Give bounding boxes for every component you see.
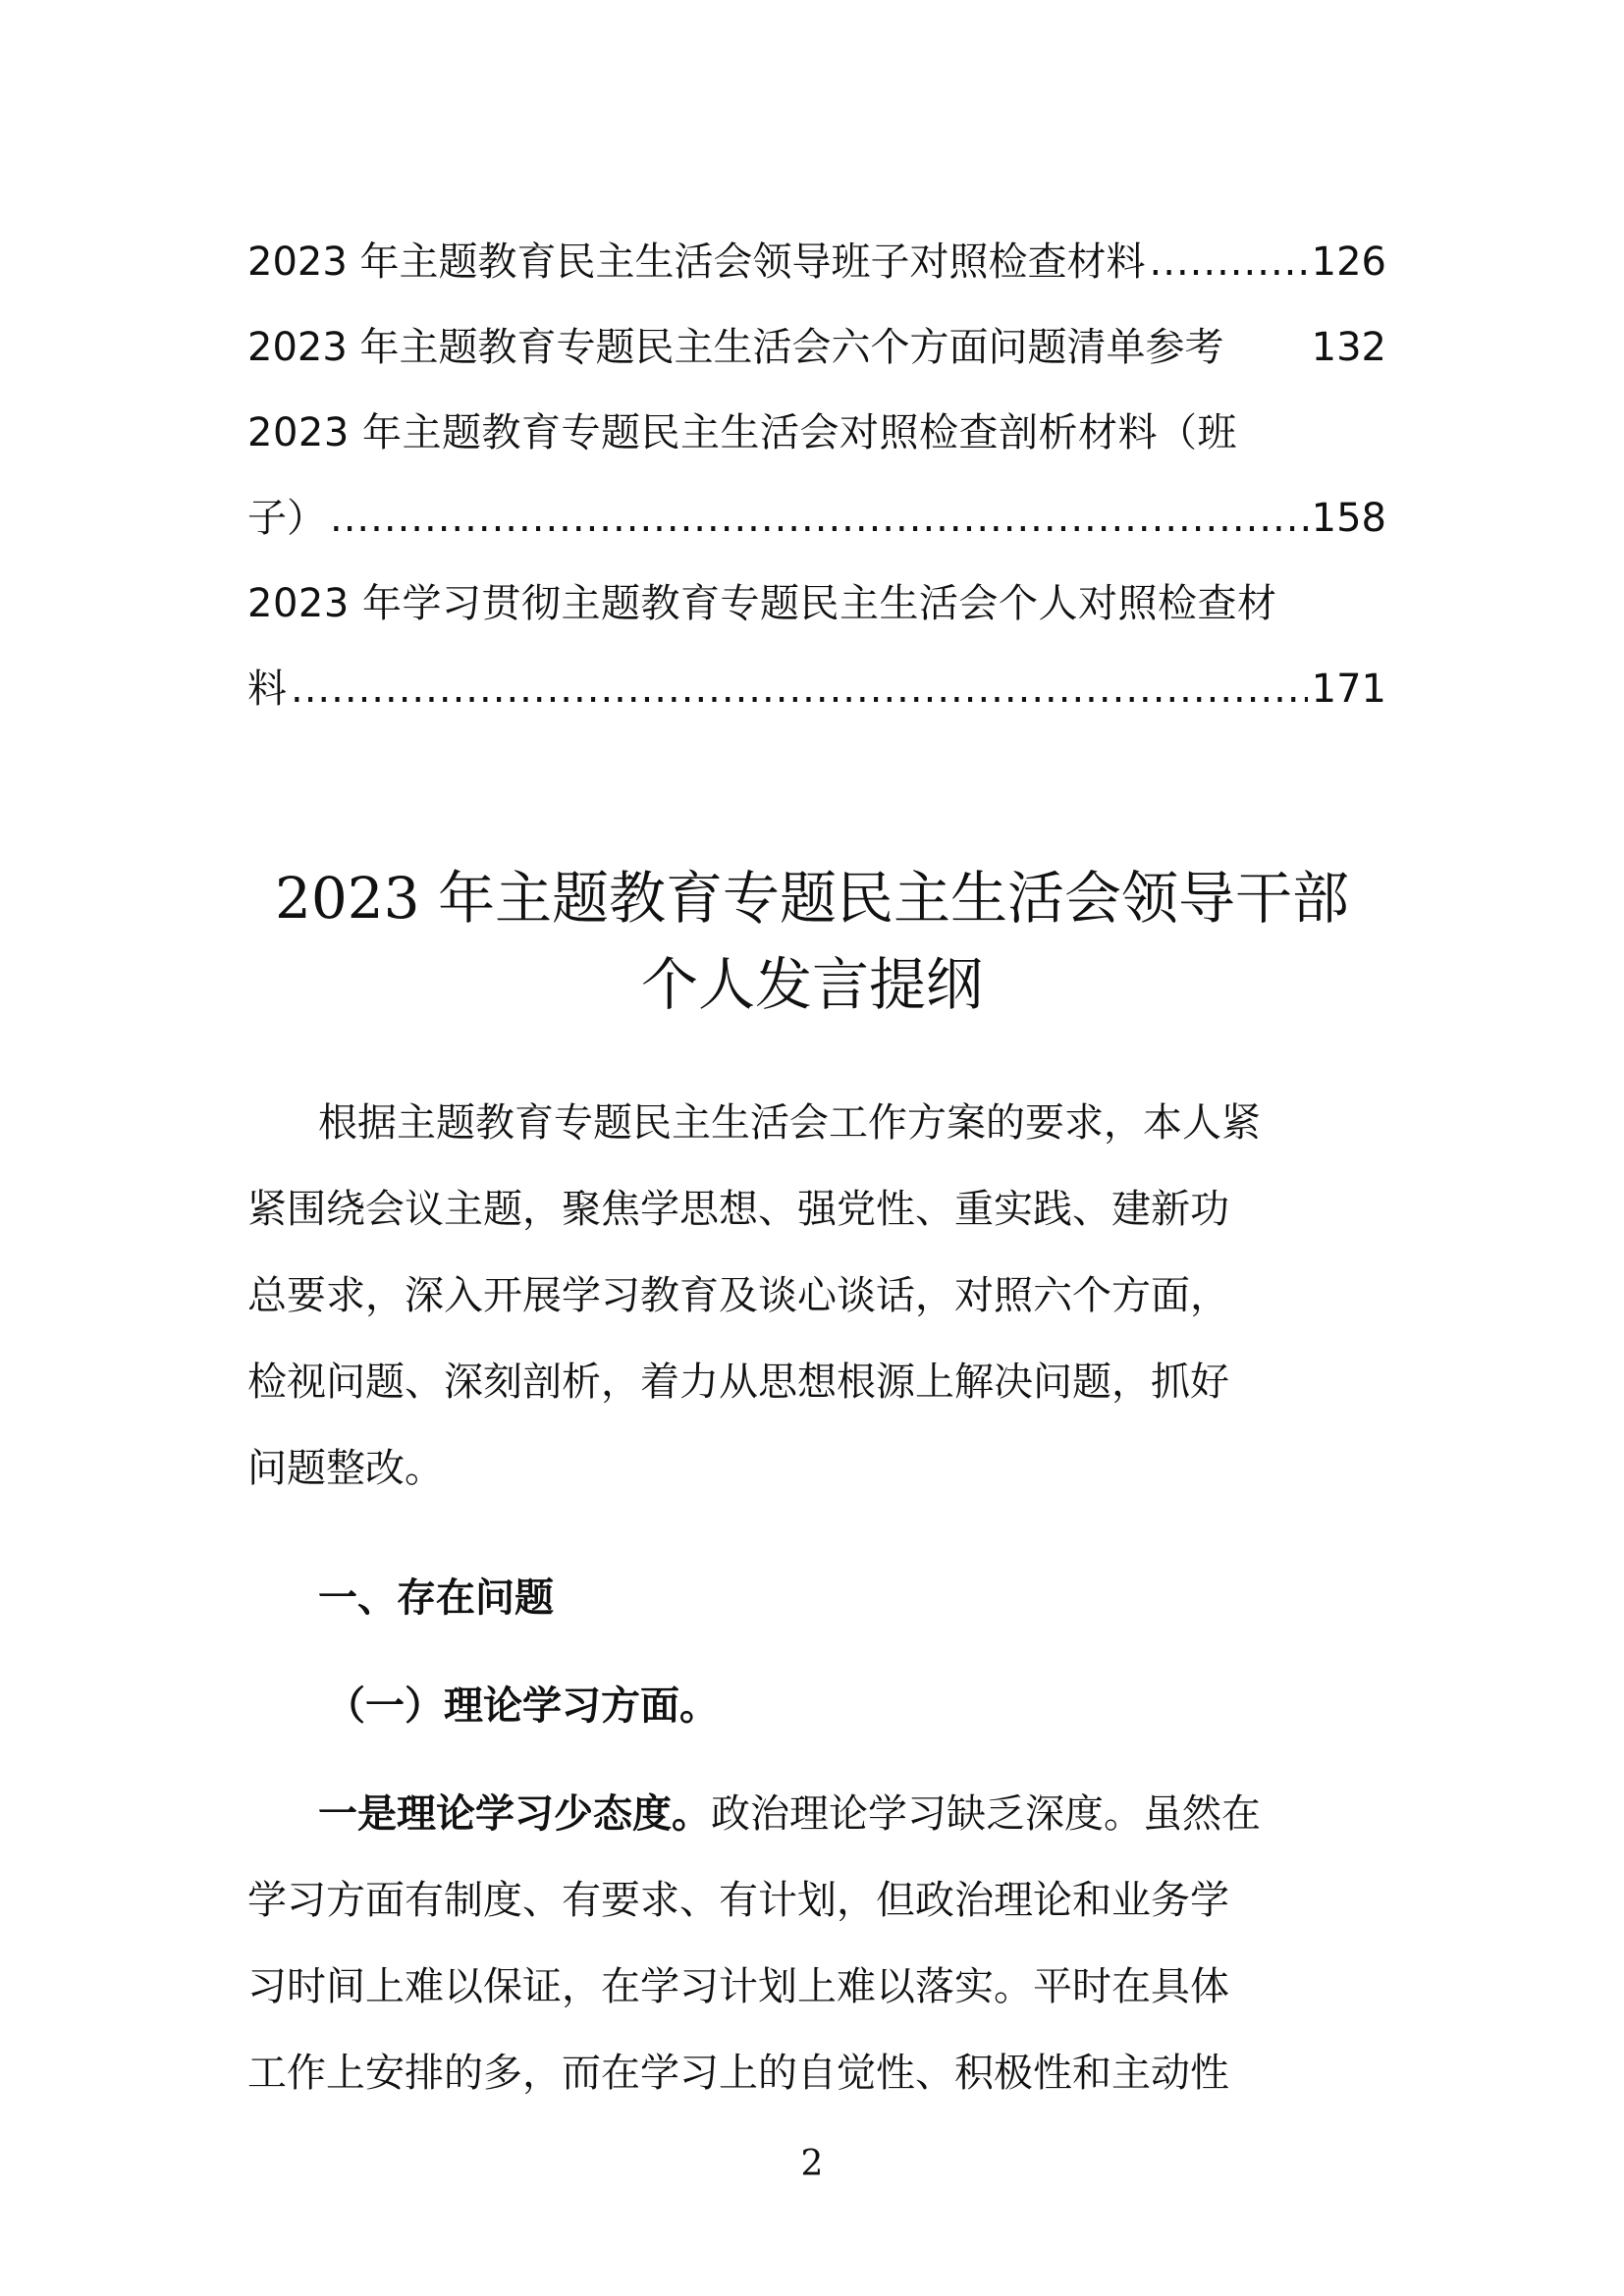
point-line: 学习方面有制度、有要求、有计划，但政治理论和业务学 <box>247 1878 1229 1923</box>
point-line: 工作上安排的多，而在学习上的自觉性、积极性和主动性 <box>247 2051 1229 2096</box>
toc-entry-title: 2023 年主题教育民主生活会领导班子对照检查材料 <box>247 240 1146 285</box>
toc-entry-line2[interactable] <box>247 647 1386 732</box>
intro-line: 检视问题、深刻剖析，着力从思想根源上解决问题，抓好 <box>247 1360 1229 1405</box>
toc-dot-leader <box>1150 220 1308 305</box>
toc-entry[interactable] <box>247 220 1386 305</box>
point-line <box>247 1771 1386 1857</box>
toc-entry-title: 2023 年学习贯彻主题教育专题民主生活会个人对照检查材 <box>247 581 1277 626</box>
toc-dot-leader <box>291 647 1308 732</box>
intro-line: 问题整改。 <box>247 1446 444 1491</box>
toc-entry-page: 132 <box>1311 325 1386 370</box>
intro-line: 根据主题教育专题民主生活会工作方案的要求，本人紧 <box>318 1100 1261 1146</box>
toc-dot-leader <box>330 476 1308 561</box>
toc-entry-title: 2023 年主题教育专题民主生活会六个方面问题清单参考 <box>247 325 1224 370</box>
toc-entry-line2[interactable] <box>247 476 1386 561</box>
intro-line: 总要求，深入开展学习教育及谈心谈话，对照六个方面， <box>247 1273 1229 1318</box>
point-title: 一是理论学习少态度。 <box>318 1791 711 1837</box>
toc-entry-page: 171 <box>1311 667 1386 712</box>
toc-entry-title: 2023 年主题教育专题民主生活会对照检查剖析材料（班 <box>247 410 1238 455</box>
toc-entry-line1[interactable] <box>247 561 1386 647</box>
toc-entry-line1[interactable] <box>247 391 1386 476</box>
toc-entry-page: 126 <box>1311 240 1386 285</box>
point-text: 政治理论学习缺乏深度。虽然在 <box>711 1791 1261 1837</box>
section-heading: 一、存在问题 <box>318 1575 554 1621</box>
intro-line: 紧围绕会议主题，聚焦学思想、强党性、重实践、建新功 <box>247 1187 1229 1232</box>
toc-entry-page: 158 <box>1311 496 1386 541</box>
document-title-line2: 个人发言提纲 <box>640 951 983 1018</box>
point-line: 习时间上难以保证，在学习计划上难以落实。平时在具体 <box>247 1964 1229 2009</box>
toc-entry-title-cont: 料 <box>247 667 287 712</box>
document-title-line1: 2023 年主题教育专题民主生活会领导干部 <box>274 865 1350 932</box>
page-number: 2 <box>800 2144 824 2184</box>
toc-entry-title-cont: 子） <box>247 496 326 541</box>
table-of-contents <box>247 220 1386 732</box>
toc-entry[interactable] <box>247 305 1386 391</box>
subsection-heading: （一）理论学习方面。 <box>326 1683 719 1729</box>
